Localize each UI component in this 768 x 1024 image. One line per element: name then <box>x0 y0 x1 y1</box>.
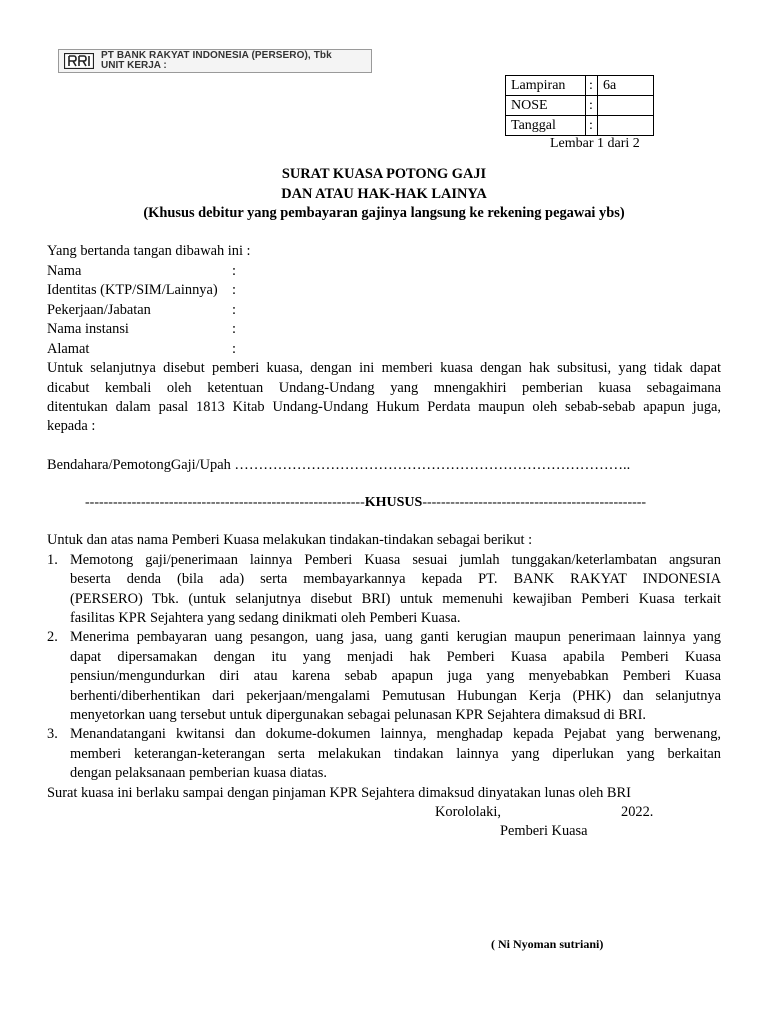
field-label-instansi: Nama instansi <box>47 321 129 337</box>
signing-place: Korololaki, <box>435 804 501 820</box>
unit-kerja-label: UNIT KERJA : <box>101 60 167 71</box>
list-item-line: memberi keterangan-keterangan serta melakukan tindakan lainnya yang diperlukan yang berkaitan <box>70 746 721 762</box>
lampiran-label: Lampiran <box>506 76 586 96</box>
list-item-line: beserta denda (bila ada) serta membayarkannya kepada PT. BANK RAKYAT INDONESIA <box>70 571 721 587</box>
lampiran-sep: : <box>586 76 598 96</box>
tanggal-sep: : <box>586 116 598 136</box>
bank-header-logo-bar <box>58 49 372 73</box>
tanggal-label: Tanggal <box>506 116 586 136</box>
list-item-line: Memotong gaji/penerimaan lainnya Pemberi Kuasa sesuai jumlah tunggakan/keterlambatan angsuran <box>70 552 721 568</box>
list-item-line: fasilitas KPR Sejahtera yang sedang dinikmati oleh Pemberi Kuasa. <box>70 610 461 626</box>
bank-name: PT BANK RAKYAT INDONESIA (PERSERO), Tbk <box>101 50 332 61</box>
document-title: SURAT KUASA POTONG GAJI <box>281 166 487 182</box>
validity-statement: Surat kuasa ini berlaku sampai dengan pinjaman KPR Sejahtera dimaksud dinyatakan lunas oleh BRI <box>47 785 631 801</box>
list-item-number: 1. <box>47 552 58 568</box>
attachment-table <box>505 75 654 136</box>
list-item-line: Menandatangani kwitansi dan dokume-dokumen lainnya, menghadap kepada Pejabat yang berwenang, <box>70 726 721 742</box>
lampiran-value: 6a <box>598 76 654 96</box>
recipient-line: Bendahara/PemotongGaji/Upah ……………………………………………………………………….. <box>47 457 631 473</box>
list-item-line: pensiun/mengundurkan diri atau karena sebab apapun juga yang menyebabkan Pemberi Kuasa <box>70 668 721 684</box>
intro-text: Yang bertanda tangan dibawah ini : <box>47 243 251 259</box>
list-item-line: berhenti/diberhentikan dari pekerjaan/mengalami Pemutusan Hubungan Kerja (PHK) dan selanjutnya <box>70 688 721 704</box>
field-label-identitas: Identitas (KTP/SIM/Lainnya) <box>47 282 218 298</box>
separator-dashes-right: ------------------------------------------------ <box>422 495 647 510</box>
document-subtitle: DAN ATAU HAK-HAK LAINYA <box>281 186 487 202</box>
signer-name: ( Ni Nyoman sutriani) <box>491 937 604 951</box>
table-row <box>506 96 654 116</box>
list-item-line: menyetorkan uang tersebut untuk dipergunakan sebagai pelunasan KPR Sejahtera dimaksud di BRI. <box>70 707 647 723</box>
paragraph-line: Untuk selanjutnya disebut pemberi kuasa, dengan ini memberi kuasa dengan hak subsitusi, yang tidak dapat <box>47 360 721 376</box>
bri-logo-icon <box>64 53 94 69</box>
tanggal-value <box>598 116 654 136</box>
field-colon: : <box>232 302 236 318</box>
list-item-line: (PERSERO) Tbk. (untuk selanjutnya disebut BRI) untuk memenuhi kewajiban Pemberi Kuasa terkait <box>70 591 721 607</box>
paragraph-line: dicabut kembali oleh ketentuan Undang-Undang yang mnengakhiri pemberian kuasa sebagaimana <box>47 380 721 396</box>
sheet-number: Lembar 1 dari 2 <box>550 136 640 151</box>
list-item-line: Menerima pembayaran uang pesangon, uang jasa, uang ganti kerugian maupun penerimaan lainnya yang <box>70 629 721 645</box>
paragraph-line: kepada : <box>47 418 96 434</box>
paragraph-line: ditentukan dalam pasal 1813 Kitab Undang-Undang Hukum Perdata maupun oleh sebab-sebab apapun juga, <box>47 399 721 415</box>
document-note: (Khusus debitur yang pembayaran gajinya langsung ke rekening pegawai ybs) <box>143 205 625 221</box>
field-label-pekerjaan: Pekerjaan/Jabatan <box>47 302 151 318</box>
field-colon: : <box>232 263 236 279</box>
nose-value <box>598 96 654 116</box>
list-item-number: 3. <box>47 726 58 742</box>
field-colon: : <box>232 341 236 357</box>
table-row <box>506 76 654 96</box>
signer-role: Pemberi Kuasa <box>500 823 588 839</box>
field-colon: : <box>232 321 236 337</box>
signing-year: 2022. <box>621 804 654 820</box>
separator-dashes-left: ------------------------------------------------------------ <box>85 495 365 510</box>
list-item-line: dengan pelaksanaan pemberian kuasa diatas. <box>70 765 327 781</box>
khusus-separator <box>85 493 646 513</box>
table-row <box>506 116 654 136</box>
field-label-nama: Nama <box>47 263 82 279</box>
field-label-alamat: Alamat <box>47 341 90 357</box>
nose-label: NOSE <box>506 96 586 116</box>
list-item-line: dapat dipersamakan dengan itu yang menjadi hak Pemberi Kuasa apabila Pemberi Kuasa <box>70 649 721 665</box>
nose-sep: : <box>586 96 598 116</box>
list-item-number: 2. <box>47 629 58 645</box>
field-colon: : <box>232 282 236 298</box>
actions-intro: Untuk dan atas nama Pemberi Kuasa melakukan tindakan-tindakan sebagai berikut : <box>47 532 533 548</box>
khusus-label: KHUSUS <box>364 495 423 510</box>
